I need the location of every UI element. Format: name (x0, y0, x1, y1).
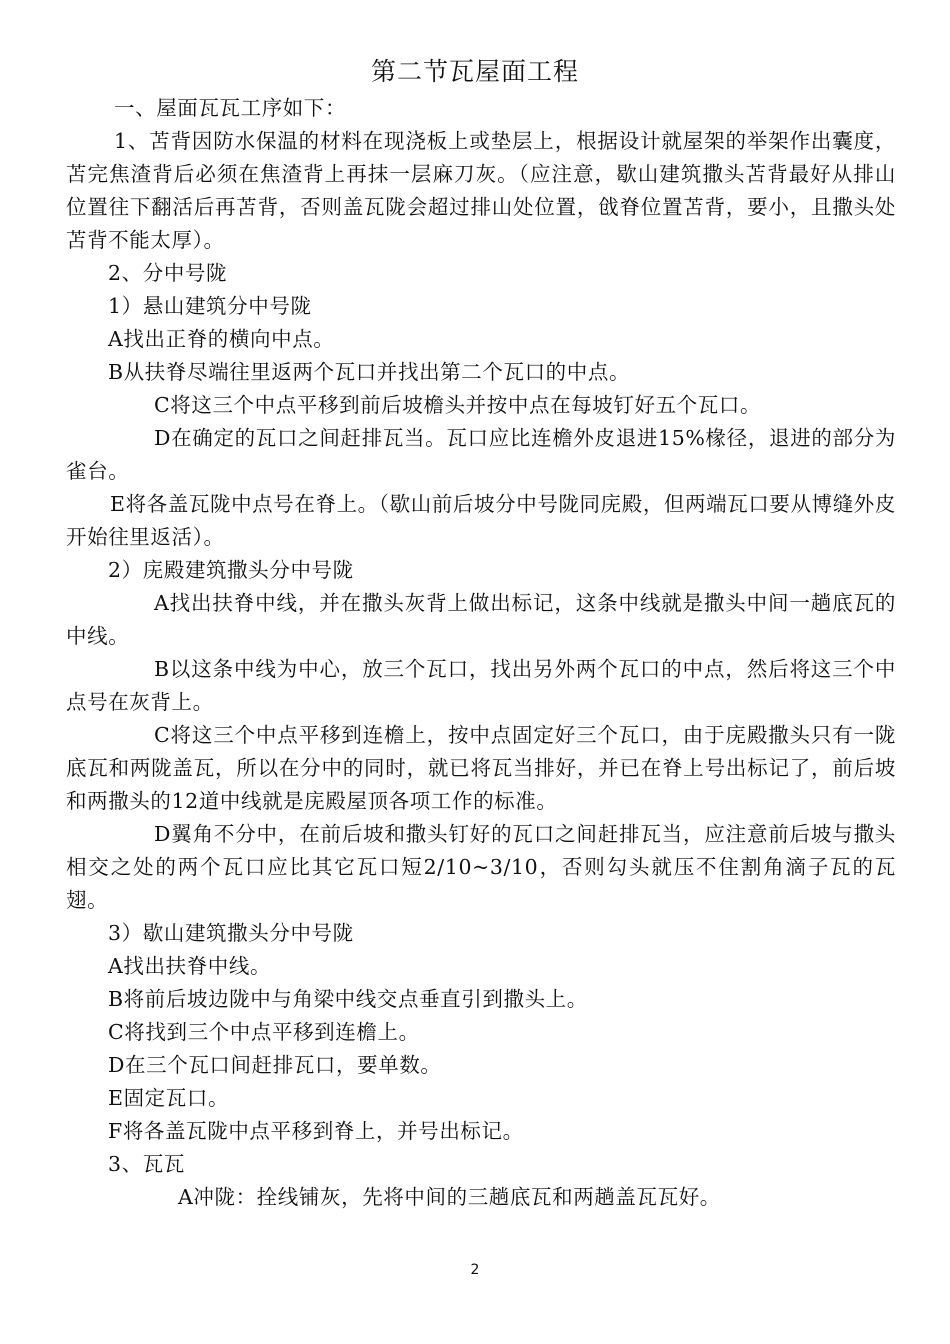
paragraph-sub-1-a: A找出正脊的横向中点。 (108, 327, 335, 351)
paragraph-sub-3-heading: 3）歇山建筑撒头分中号陇 (108, 921, 354, 945)
paragraph-step-3-heading: 3、瓦瓦 (108, 1152, 185, 1176)
paragraph-sub-1-d: D在确定的瓦口之间赶排瓦当。瓦口应比连檐外皮退进15%椽径，退进的部分为雀台。 (66, 426, 896, 483)
paragraph-sub-3-f: F将各盖瓦陇中点平移到脊上，并号出标记。 (108, 1119, 524, 1143)
paragraph-sub-1-b: B从扶脊尽端往里返两个瓦口并找出第二个瓦口的中点。 (108, 360, 631, 384)
paragraph-step-3-a: A冲陇：拴线铺灰，先将中间的三趟底瓦和两趟盖瓦瓦好。 (178, 1185, 721, 1209)
page-title: 第二节瓦屋面工程 (370, 57, 579, 86)
paragraph-sub-1-heading: 1）悬山建筑分中号陇 (108, 294, 312, 318)
paragraph-sub-3-a: A找出扶脊中线。 (108, 954, 272, 978)
paragraph-step-2-heading: 2、分中号陇 (108, 261, 228, 285)
paragraph-sub-2-b: B以这条中线为中心，放三个瓦口，找出另外两个瓦口的中点，然后将这三个中点号在灰背上。 (66, 657, 896, 714)
paragraph-sub-3-e: E固定瓦口。 (108, 1086, 230, 1110)
paragraph-sub-1-c: C将这三个中点平移到前后坡檐头并按中点在每坡钉好五个瓦口。 (154, 393, 762, 417)
paragraph-sub-2-d: D翼角不分中，在前后坡和撒头钉好的瓦口之间赶排瓦当，应注意前后坡与撒头相交之处的两个瓦口应比其它瓦口短2/10~3/10，否则勾头就压不住割角滴子瓦的瓦翅。 (66, 822, 896, 912)
page-number: 2 (470, 1262, 480, 1278)
paragraph-step-1-backing: 1、苫背因防水保温的材料在现浇板上或垫层上，根据设计就屋架的举架作出囊度，苫完焦渣背后必须在焦渣背上再抹一层麻刀灰。（应注意，歇山建筑撒头苫背最好从排山位置往下翻活后再苫背，否则盖瓦陇会超过排山处位置，戗脊位置苫背，要小，且撒头处苫背不能太厚）。 (66, 129, 896, 252)
paragraph-sub-3-c: C将找到三个中点平移到连檐上。 (108, 1020, 420, 1044)
paragraph-sub-2-heading: 2）庑殿建筑撒头分中号陇 (108, 558, 354, 582)
paragraph-sub-3-d: D在三个瓦口间赶排瓦口，要单数。 (108, 1053, 442, 1077)
paragraph-sub-2-a: A找出扶脊中线，并在撒头灰背上做出标记，这条中线就是撒头中间一趟底瓦的中线。 (66, 591, 896, 648)
paragraph-section-heading: 一、屋面瓦瓦工序如下： (114, 96, 347, 120)
paragraph-sub-3-b: B将前后坡边陇中与角梁中线交点垂直引到撒头上。 (108, 987, 588, 1011)
paragraph-sub-1-e: E将各盖瓦陇中点号在脊上。（歇山前后坡分中号陇同庑殿，但两端瓦口要从博缝外皮开始往里返活）。 (66, 492, 897, 549)
paragraph-sub-2-c: C将这三个中点平移到连檐上，按中点固定好三个瓦口，由于庑殿撒头只有一陇底瓦和两陇盖瓦，所以在分中的同时，就已将瓦当排好，并已在脊上号出标记了，前后坡和两撒头的12道中线就是庑殿屋顶各项工作的标准。 (66, 723, 896, 813)
